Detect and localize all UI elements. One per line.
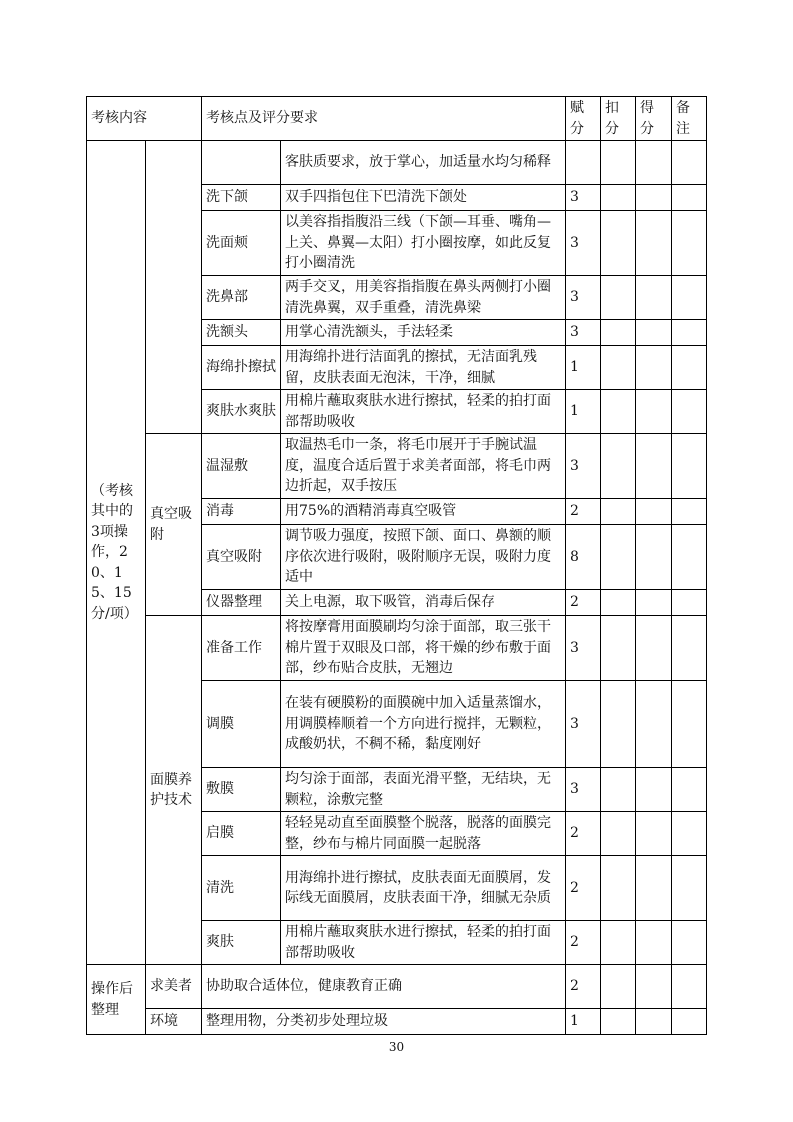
deduct-cell: [601, 141, 636, 185]
group-label-vacuum: 真空吸附: [146, 434, 202, 616]
deduct-cell: [601, 768, 636, 812]
page-number: 30: [388, 1040, 405, 1054]
item-name: 消毒: [202, 499, 281, 525]
item-name: 洗面颊: [202, 211, 281, 276]
obtained-cell: [636, 1009, 672, 1035]
item-requirement: 关上电源，取下吸管，消毒后保存: [281, 590, 566, 616]
obtained-cell: [636, 525, 672, 590]
item-score: 3: [566, 276, 601, 320]
assessment-table: [86, 96, 707, 1035]
section-main-label: （考核其中的3项操作，20、15、15分/项）: [87, 141, 146, 965]
item-score: 1: [566, 346, 601, 390]
obtained-cell: [636, 434, 672, 499]
deduct-cell: [601, 590, 636, 616]
deduct-cell: [601, 965, 636, 1009]
remark-cell: [672, 346, 707, 390]
obtained-cell: [636, 965, 672, 1009]
table-row: [87, 434, 707, 499]
remark-cell: [672, 965, 707, 1009]
deduct-cell: [601, 211, 636, 276]
item-requirement: 用棉片蘸取爽肤水进行擦拭，轻柔的拍打面部帮助吸收: [281, 390, 566, 434]
item-score: 2: [566, 499, 601, 525]
obtained-cell: [636, 616, 672, 681]
header-row: [87, 97, 707, 141]
obtained-cell: [636, 211, 672, 276]
remark-cell: [672, 320, 707, 346]
item-score: 3: [566, 320, 601, 346]
item-score: 2: [566, 965, 601, 1009]
deduct-cell: [601, 185, 636, 211]
item-score: 3: [566, 768, 601, 812]
remark-cell: [672, 921, 707, 965]
obtained-cell: [636, 320, 672, 346]
obtained-cell: [636, 185, 672, 211]
item-name: 爽肤水爽肤: [202, 390, 281, 434]
obtained-cell: [636, 681, 672, 768]
remark-cell: [672, 616, 707, 681]
after-item-name: 求美者: [146, 965, 202, 1009]
remark-cell: [672, 276, 707, 320]
obtained-cell: [636, 390, 672, 434]
after-item-requirement: 整理用物，分类初步处理垃圾: [202, 1009, 566, 1035]
item-requirement: 用海绵扑进行洁面乳的擦拭，无洁面乳残留，皮肤表面无泡沫，干净，细腻: [281, 346, 566, 390]
obtained-cell: [636, 768, 672, 812]
remark-cell: [672, 211, 707, 276]
deduct-cell: [601, 616, 636, 681]
obtained-cell: [636, 499, 672, 525]
item-name: 启膜: [202, 812, 281, 856]
deduct-cell: [601, 390, 636, 434]
item-score: 3: [566, 681, 601, 768]
remark-cell: [672, 499, 707, 525]
remark-cell: [672, 141, 707, 185]
item-requirement: 用掌心清洗额头，手法轻柔: [281, 320, 566, 346]
table-row: [87, 616, 707, 681]
item-name: 敷膜: [202, 768, 281, 812]
item-requirement: 用海绵扑进行擦拭，皮肤表面无面膜屑，发际线无面膜屑，皮肤表面干净，细腻无杂质: [281, 856, 566, 921]
obtained-cell: [636, 812, 672, 856]
group-label-mask: 面膜养护技术: [146, 616, 202, 965]
remark-cell: [672, 525, 707, 590]
remark-cell: [672, 812, 707, 856]
table-row: [87, 1009, 707, 1035]
remark-cell: [672, 1009, 707, 1035]
item-score: 2: [566, 856, 601, 921]
item-requirement: 双手四指包住下巴清洗下颌处: [281, 185, 566, 211]
header-deduct: 扣分: [601, 97, 636, 141]
item-requirement: 两手交叉，用美容指指腹在鼻头两侧打小圈清洗鼻翼，双手重叠，清洗鼻梁: [281, 276, 566, 320]
obtained-cell: [636, 856, 672, 921]
item-requirement: 将按摩膏用面膜刷均匀涂于面部，取三张干棉片置于双眼及口部，将干燥的纱布敷于面部，纱布贴合皮肤，无翘边: [281, 616, 566, 681]
item-requirement: 调节吸力强度，按照下颌、面口、鼻额的顺序依次进行吸附，吸附顺序无误，吸附力度适中: [281, 525, 566, 590]
deduct-cell: [601, 1009, 636, 1035]
item-requirement: 用棉片蘸取爽肤水进行擦拭，轻柔的拍打面部帮助吸收: [281, 921, 566, 965]
deduct-cell: [601, 812, 636, 856]
item-name: 调膜: [202, 681, 281, 768]
deduct-cell: [601, 434, 636, 499]
item-score: 8: [566, 525, 601, 590]
remark-cell: [672, 185, 707, 211]
item-score: 2: [566, 921, 601, 965]
item-requirement: 轻轻晃动直至面膜整个脱落，脱落的面膜完整，纱布与棉片同面膜一起脱落: [281, 812, 566, 856]
item-requirement: 取温热毛巾一条，将毛巾展开于手腕试温度，温度合适后置于求美者面部，将毛巾两边折起，双手按压: [281, 434, 566, 499]
obtained-cell: [636, 141, 672, 185]
header-remark: 备注: [672, 97, 707, 141]
item-requirement: 均匀涂于面部，表面光滑平整，无结块，无颗粒，涂敷完整: [281, 768, 566, 812]
obtained-cell: [636, 276, 672, 320]
item-score: 1: [566, 1009, 601, 1035]
item-score: 2: [566, 812, 601, 856]
item-score: 3: [566, 185, 601, 211]
table-row: [87, 965, 707, 1009]
header-content: 考核内容: [87, 97, 202, 141]
item-score: 1: [566, 390, 601, 434]
group-label: [146, 141, 202, 434]
deduct-cell: [601, 525, 636, 590]
section-after-label: 操作后整理: [87, 965, 146, 1035]
item-name: 清洗: [202, 856, 281, 921]
remark-cell: [672, 681, 707, 768]
item-score: [566, 141, 601, 185]
item-requirement: 在装有硬膜粉的面膜碗中加入适量蒸馏水，用调膜棒顺着一个方向进行搅拌，无颗粒，成酸奶状，不稠不稀，黏度刚好: [281, 681, 566, 768]
remark-cell: [672, 856, 707, 921]
obtained-cell: [636, 921, 672, 965]
deduct-cell: [601, 276, 636, 320]
item-name: [202, 141, 281, 185]
remark-cell: [672, 390, 707, 434]
item-name: 真空吸附: [202, 525, 281, 590]
item-score: 2: [566, 590, 601, 616]
header-obtained: 得分: [636, 97, 672, 141]
item-name: 洗额头: [202, 320, 281, 346]
header-score: 赋分: [566, 97, 601, 141]
table-row: [87, 141, 707, 185]
item-requirement: 客肤质要求，放于掌心，加适量水均匀稀释: [281, 141, 566, 185]
after-item-requirement: 协助取合适体位，健康教育正确: [202, 965, 566, 1009]
obtained-cell: [636, 590, 672, 616]
item-requirement: 用75%的酒精消毒真空吸管: [281, 499, 566, 525]
item-requirement: 以美容指指腹沿三线（下颌—耳垂、嘴角—上关、鼻翼—太阳）打小圈按摩，如此反复打小圈清洗: [281, 211, 566, 276]
deduct-cell: [601, 346, 636, 390]
item-name: 温湿敷: [202, 434, 281, 499]
item-name: 海绵扑擦拭: [202, 346, 281, 390]
header-requirements: 考核点及评分要求: [202, 97, 566, 141]
item-name: 洗下颌: [202, 185, 281, 211]
obtained-cell: [636, 346, 672, 390]
deduct-cell: [601, 320, 636, 346]
item-score: 3: [566, 211, 601, 276]
deduct-cell: [601, 499, 636, 525]
deduct-cell: [601, 681, 636, 768]
item-name: 仪器整理: [202, 590, 281, 616]
item-score: 3: [566, 616, 601, 681]
item-name: 洗鼻部: [202, 276, 281, 320]
remark-cell: [672, 590, 707, 616]
deduct-cell: [601, 856, 636, 921]
item-score: 3: [566, 434, 601, 499]
item-name: 准备工作: [202, 616, 281, 681]
item-name: 爽肤: [202, 921, 281, 965]
remark-cell: [672, 768, 707, 812]
deduct-cell: [601, 921, 636, 965]
remark-cell: [672, 434, 707, 499]
after-item-name: 环境: [146, 1009, 202, 1035]
